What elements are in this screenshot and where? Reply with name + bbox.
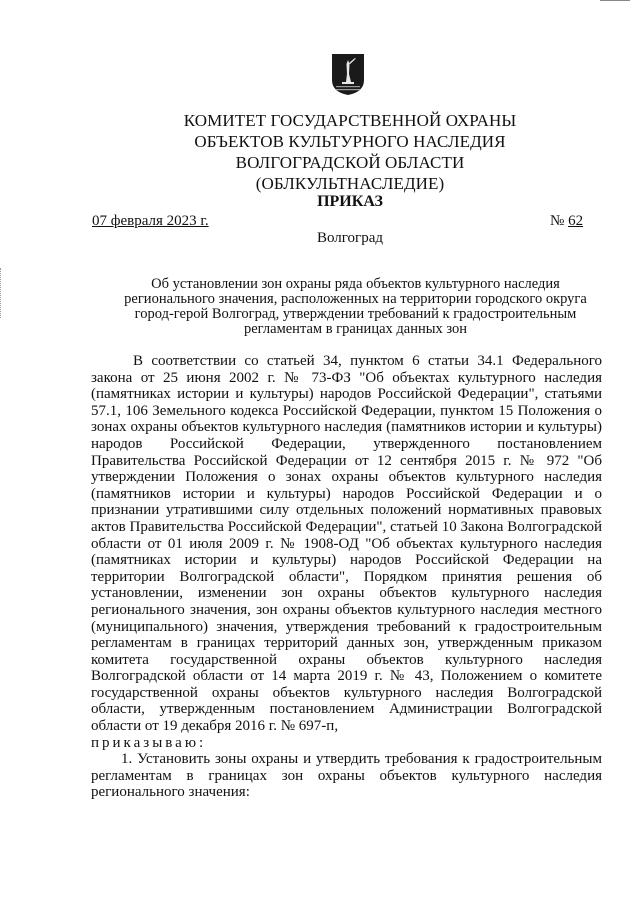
- subject-line: регионального значения, расположенных на территории городского округа: [124, 291, 587, 307]
- organization-name: [150, 110, 550, 194]
- subject-line: город-герой Волгоград, утверждении требований к градостроительным: [134, 306, 577, 322]
- scan-corner-mark: [600, 0, 630, 3]
- scan-edge-mark: [0, 268, 4, 318]
- order-number: [550, 213, 583, 230]
- org-line: ВОЛГОГРАДСКОЙ ОБЛАСТИ: [235, 153, 465, 172]
- order-directive: приказываю:: [91, 734, 207, 751]
- org-line: КОМИТЕТ ГОСУДАРСТВЕННОЙ ОХРАНЫ: [183, 111, 517, 130]
- org-line: (ОБЛКУЛЬТНАСЛЕДИЕ): [255, 174, 445, 193]
- order-date: 07 февраля 2023 г.: [92, 213, 209, 229]
- preamble-paragraph: В соответствии со статьей 34, пунктом 6 статьи 34.1 Федерального закона от 25 июня 2002 г. № 73-ФЗ "Об объектах культурного наследия (памятниках истории и культуры) народов Российской Федерации", статьями 57.1, 106 Земельного кодекса Российской Федерации, пунктом 15 Положения о зонах охраны объектов культурного наследия (памятников истории и культуры) народов Российской Федерации, утвержденного постановлением Правительства Российской Федерации от 12 сентября 2015 г. № 972 "Об утверждении Положения о зонах охраны объектов культурного наследия (памятников истории и культуры) народов Российской Федерации и о признании утратившими силу отдельных положений нормативных правовых актов Правительства Российской Федерации", статьей 10 Закона Волгоградской области от 01 июля 2009 г. № 1908-ОД "Об объектах культурного наследия (памятниках истории и культуры) народов Российской Федерации на территории Волгоградской области", Порядком принятия решения об установлении, изменении зон охраны объектов культурного наследия регионального значения, зон охраны объектов культурного наследия местного (муниципального) значения, утверждения требований к градостроительным регламентам в границах территорий данных зон, утвержденным приказом комитета государственной охраны объектов культурного наследия Волгоградской области от 14 марта 2019 г. № 43, Положением о комитете государственной охраны объектов культурного наследия Волгоградской области, утвержденным постановлением Администрации Волгоградской области от 19 декабря 2016 г. № 697-п,: [91, 353, 602, 735]
- order-city: Волгоград: [316, 230, 383, 246]
- order-subject: [118, 277, 593, 337]
- org-line: ОБЪЕКТОВ КУЛЬТУРНОГО НАСЛЕДИЯ: [194, 132, 506, 151]
- order-body: [91, 353, 602, 801]
- subject-line: регламентам в границах данных зон: [244, 321, 467, 337]
- number-value: 62: [568, 213, 584, 229]
- volgograd-coat-of-arms-icon: [330, 52, 366, 96]
- number-sign: №: [550, 213, 565, 229]
- subject-line: Об установлении зон охраны ряда объектов культурного наследия: [151, 276, 560, 292]
- document-type-title: ПРИКАЗ: [317, 193, 383, 210]
- item-paragraph: 1. Установить зоны охраны и утвердить требования к градостроительным регламентам в границах зон охраны объектов культурного наследия регионального значения:: [91, 751, 602, 801]
